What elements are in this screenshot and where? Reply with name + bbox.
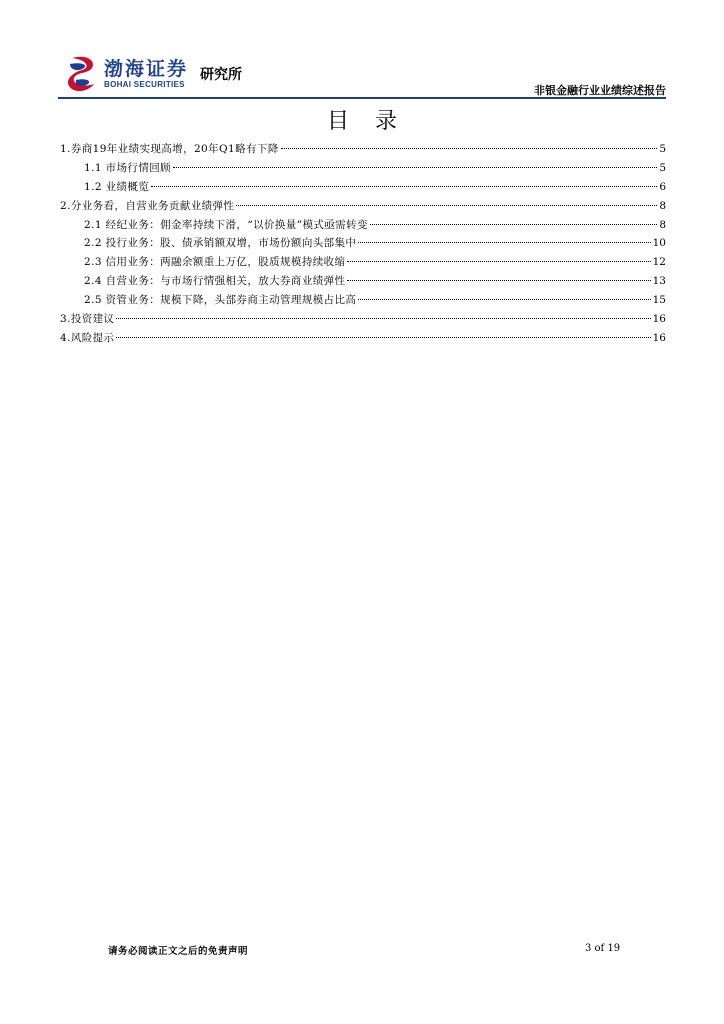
table-of-contents <box>60 141 666 349</box>
header-divider <box>58 97 666 99</box>
toc-entry[interactable] <box>60 292 666 311</box>
toc-dot-leader <box>281 148 658 149</box>
toc-entry[interactable] <box>60 179 666 198</box>
toc-entry-page: 13 <box>652 275 666 288</box>
toc-entry-page: 16 <box>652 331 666 344</box>
toc-entry-page: 8 <box>659 218 666 231</box>
toc-entry-label: 1.2 业绩概览 <box>84 180 150 193</box>
toc-entry[interactable] <box>60 330 666 349</box>
toc-entry[interactable] <box>60 141 666 160</box>
toc-entry-page: 12 <box>652 256 666 269</box>
toc-entry-label: 1.券商19年业绩实现高增，20年Q1略有下降 <box>60 143 279 155</box>
toc-entry[interactable] <box>60 311 666 330</box>
toc-entry-page: 15 <box>652 294 666 307</box>
toc-entry-label: 2.分业务看，自营业务贡献业绩弹性 <box>60 199 235 212</box>
toc-entry-label: 2.1 经纪业务：佣金率持续下滑，“以价换量”模式亟需转变 <box>84 218 368 231</box>
toc-entry-page: 5 <box>659 161 666 174</box>
toc-entry[interactable] <box>60 198 666 217</box>
toc-entry-page: 6 <box>659 180 666 193</box>
toc-entry-label: 2.4 自营业务：与市场行情强相关，放大券商业绩弹性 <box>84 275 346 288</box>
toc-entry-label: 2.5 资管业务：规模下降，头部券商主动管理规模占比高 <box>84 294 357 307</box>
toc-entry-label: 4.风险提示 <box>60 331 115 344</box>
toc-entry[interactable] <box>60 235 666 254</box>
toc-dot-leader <box>236 205 657 206</box>
toc-entry-label: 3.投资建议 <box>60 313 115 326</box>
toc-entry-label: 1.1 市场行情回顾 <box>84 161 172 174</box>
logo-chinese-name: 渤海证券 <box>104 58 189 80</box>
report-type: 非银金融行业业绩综述报告 <box>534 84 666 97</box>
bohai-logo-icon <box>66 54 100 94</box>
logo-english-name: BOHAI SECURITIES <box>104 80 185 89</box>
toc-dot-leader <box>116 337 650 338</box>
toc-entry-page: 16 <box>652 313 666 326</box>
toc-title: 目录 <box>326 109 423 134</box>
toc-dot-leader <box>347 261 650 262</box>
toc-entry[interactable] <box>60 254 666 273</box>
toc-entry-page: 5 <box>659 143 666 155</box>
toc-entry-page: 8 <box>659 199 666 212</box>
bohai-securities-logo <box>66 52 266 96</box>
toc-dot-leader <box>151 186 657 187</box>
toc-dot-leader <box>370 224 657 225</box>
toc-dot-leader <box>358 242 650 243</box>
page-number: 3 of 19 <box>585 943 621 954</box>
toc-entry[interactable] <box>60 160 666 179</box>
toc-dot-leader <box>173 167 657 168</box>
toc-dot-leader <box>347 280 650 281</box>
toc-entry-label: 2.3 信用业务：两融余额重上万亿，股质规模持续收缩 <box>84 256 346 269</box>
toc-entry[interactable] <box>60 217 666 236</box>
toc-entry[interactable] <box>60 273 666 292</box>
toc-entry-label: 2.2 投行业务：股、债承销额双增，市场份额向头部集中 <box>84 237 357 250</box>
disclaimer-note: 请务必阅读正文之后的免责声明 <box>108 946 249 957</box>
toc-dot-leader <box>116 318 650 319</box>
institute-name: 研究所 <box>200 67 242 83</box>
toc-entry-page: 10 <box>652 237 666 250</box>
toc-dot-leader <box>358 299 650 300</box>
